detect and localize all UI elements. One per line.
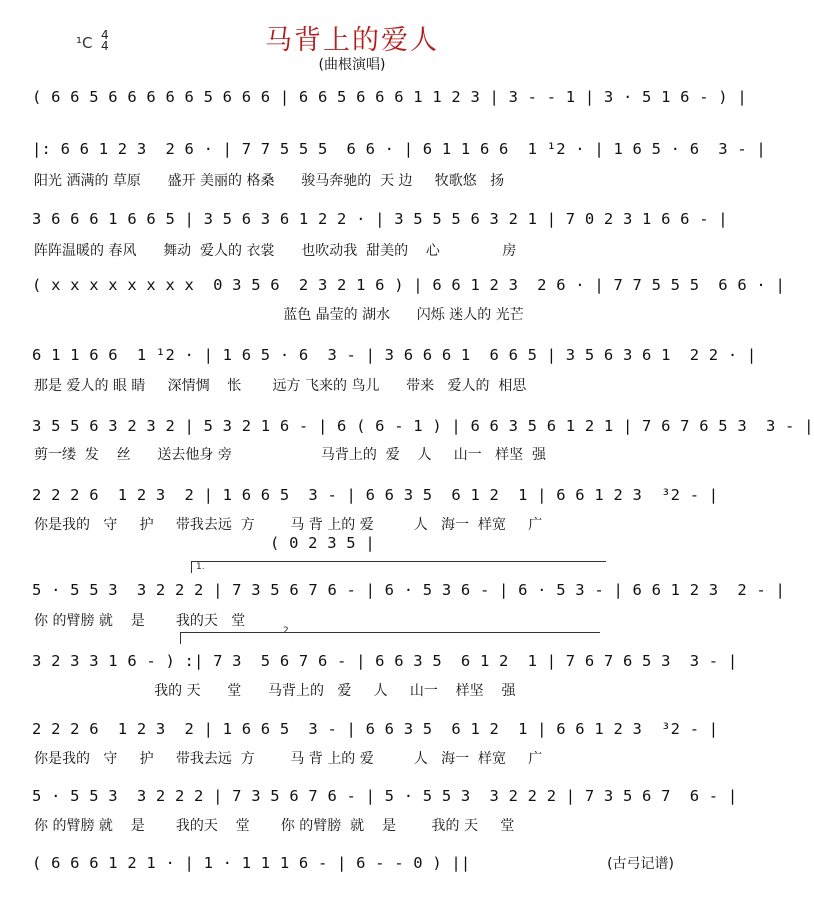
notation-row-5: 6 1 1 6 6 1 ¹2 · | 1 6 5 · 6 3 - | 3 6 6 6 1 6 6 5 | 3 5 6 3 6 1 2 2 · | [32, 346, 757, 364]
transcriber-credit: (古弓记谱) [607, 856, 674, 872]
notation-row-13: ( 6 6 6 1 2 1 · | 1 · 1 1 1 6 - | 6 - - 0 ) || [32, 854, 471, 872]
lyrics-row-12: 你 的臂膀 就 是 我的天 堂 你 的臂膀 就 是 我的 天 堂 [34, 818, 515, 834]
time-bottom: 4 [101, 39, 109, 53]
volta-2-line [180, 632, 600, 633]
volta-1-label: 1. [196, 562, 205, 572]
notation-row-6: 3 5 5 6 3 2 3 2 | 5 3 2 1 6 - | 6 ( 6 - 1 ) | 6 6 3 5 6 1 2 1 | 7 6 7 6 5 3 3 - | [32, 417, 814, 435]
lyrics-row-4: 蓝色 晶莹的 湖水 闪烁 迷人的 光芒 [34, 307, 524, 323]
notation-row-2: |: 6 6 1 2 3 2 6 · | 7 7 5 5 5 6 6 · | 6 1 1 6 6 1 ¹2 · | 1 6 5 · 6 3 - | [32, 140, 766, 158]
notation-row-10: 3 2 3 3 1 6 - ) :| 7 3 5 6 7 6 - | 6 6 3 5 6 1 2 1 | 7 6 7 6 5 3 3 - | [32, 652, 738, 670]
key-signature: ¹C [76, 34, 93, 52]
notation-row-1: ( 6 6 5 6 6 6 6 6 5 6 6 6 | 6 6 5 6 6 6 1 1 2 3 | 3 - - 1 | 3 · 5 1 6 - ) | [32, 88, 747, 106]
lyrics-row-9: 你 的臂膀 就 是 我的天 堂 [34, 613, 246, 629]
lyrics-row-10: 我的 天 堂 马背上的 爱 人 山一 样坚 强 [34, 683, 516, 699]
lyrics-row-6: 剪一缕 发 丝 送去他身 旁 马背上的 爱 人 山一 样坚 强 [34, 447, 547, 463]
volta-2-hook [180, 632, 181, 644]
notation-row-11: 2 2 2 6 1 2 3 2 | 1 6 6 5 3 - | 6 6 3 5 6 1 2 1 | 6 6 1 2 3 ³2 - | [32, 720, 719, 738]
lyrics-row-7: 你是我的 守 护 带我去远 方 马 背 上的 爱 人 海一 样宽 广 [34, 517, 543, 533]
notation-row-12: 5 · 5 5 3 3 2 2 2 | 7 3 5 6 7 6 - | 5 · 5 5 3 3 2 2 2 | 7 3 5 6 7 6 - | [32, 787, 738, 805]
song-subtitle: (曲根演唱) [318, 57, 386, 73]
notation-row-7: 2 2 2 6 1 2 3 2 | 1 6 6 5 3 - | 6 6 3 5 6 1 2 1 | 6 6 1 2 3 ³2 - | [32, 486, 719, 504]
lyrics-row-11: 你是我的 守 护 带我去远 方 马 背 上的 爱 人 海一 样宽 广 [34, 751, 543, 767]
time-top: 4 [101, 28, 109, 42]
lyrics-row-3: 阵阵温暖的 春风 舞动 爱人的 衣裳 也吹动我 甜美的 心 房 [34, 243, 517, 259]
volta-2-label: 2 [283, 626, 289, 636]
song-title: 马背上的爱人 [265, 25, 439, 56]
notation-row-4: ( x x x x x x x x 0 3 5 6 2 3 2 1 6 ) | 6 6 1 2 3 2 6 · | 7 7 5 5 5 6 6 · | [32, 276, 786, 294]
lyrics-row-5: 那是 爱人的 眼 睛 深情惆 怅 远方 飞来的 鸟儿 带来 爱人的 相思 [34, 378, 527, 394]
notation-row-9: 5 · 5 5 3 3 2 2 2 | 7 3 5 6 7 6 - | 6 · 5 3 6 - | 6 · 5 3 - | 6 6 1 2 3 2 - | [32, 581, 786, 599]
volta-1-hook [191, 561, 192, 573]
volta-1-line [191, 561, 606, 562]
notation-row-3: 3 6 6 6 1 6 6 5 | 3 5 6 3 6 1 2 2 · | 3 5 5 5 6 3 2 1 | 7 0 2 3 1 6 6 - | [32, 210, 728, 228]
lyrics-row-2: 阳光 洒满的 草原 盛开 美丽的 格桑 骏马奔驰的 天 边 牧歌悠 扬 [34, 173, 505, 189]
notation-row-8-pickup: ( 0 2 3 5 | [270, 534, 375, 552]
